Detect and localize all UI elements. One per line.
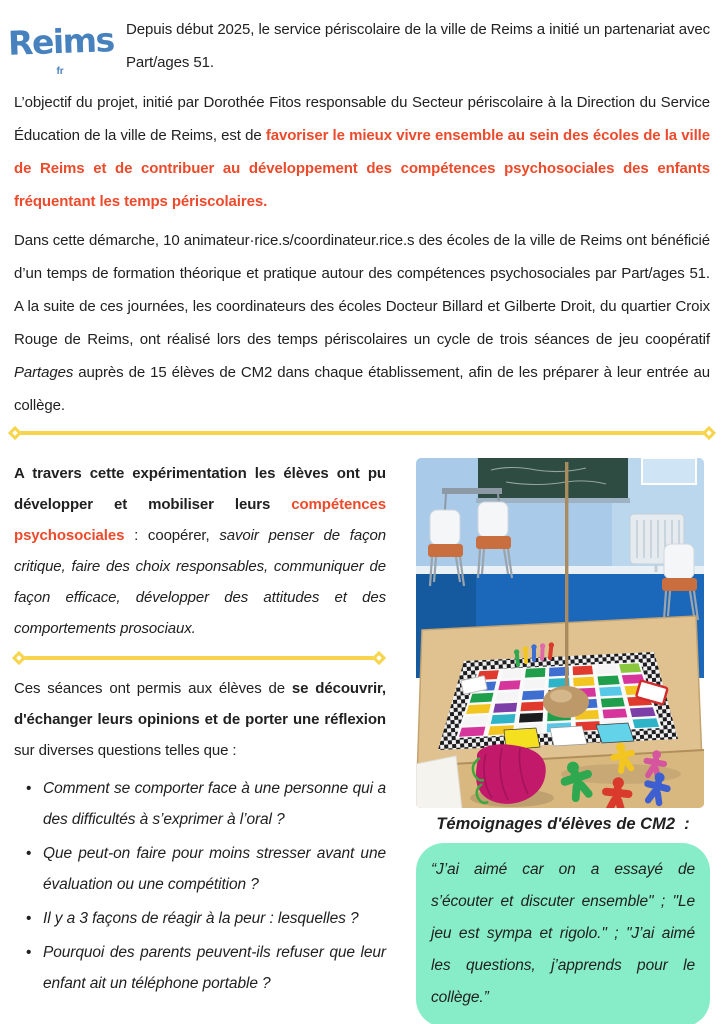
diamond-icon — [372, 651, 386, 665]
question-item: • Il y a 3 façons de réagir à la peur : lesquelles ? — [26, 903, 386, 934]
objective-lead: L’objectif du projet, initié par Dorothée Fitos responsable du Secteur périscolaire à la Direction du Service Éducation de la ville de Reims, est de — [14, 94, 710, 144]
context-paragraph — [14, 224, 710, 422]
testimonials-caption: Témoignages d'élèves de CM2 : — [436, 815, 690, 833]
reims-logo-text: Reims — [7, 20, 115, 63]
diamond-icon — [12, 651, 26, 665]
questions-list — [14, 773, 386, 999]
reims-logo — [7, 10, 115, 79]
question-item: • Comment se comporter face à une personne qui a des difficultés à s’exprimer à l’oral ? — [26, 773, 386, 835]
testimonials-quote-box — [416, 843, 710, 1024]
experiment-paragraph — [14, 458, 386, 644]
sessions-paragraph — [14, 673, 386, 766]
section-divider-left — [14, 653, 384, 663]
header — [8, 10, 710, 79]
question-item: • Pourquoi des parents peuvent-ils refuser que leur enfant ait un téléphone portable ? — [26, 937, 386, 999]
diamond-icon — [702, 426, 716, 440]
experiment-lead: A travers cette expérimentation les élèves ont pu développer et mobiliser leurs — [14, 465, 386, 513]
experiment-highlight: compétences psychosociales — [14, 496, 386, 544]
diamond-icon — [8, 426, 22, 440]
left-column — [14, 458, 386, 1024]
section-divider-top — [10, 428, 714, 438]
context-part2: auprès de 15 élèves de CM2 dans chaque établissement, afin de les préparer à leur entrée au collège. — [14, 364, 710, 414]
question-item: • Que peut-on faire pour moins stresser avant une évaluation ou une compétition ? — [26, 838, 386, 900]
two-column-section — [14, 458, 710, 1024]
testimonials-quote: “J’ai aimé car on a essayé de s’écouter et discuter ensemble" ; "Le jeu est sympa et rigolo." ; "J’ai aimé les questions, j’apprends pour le collège.” — [431, 861, 695, 1006]
intro-paragraph: Depuis début 2025, le service périscolaire de la ville de Reims a initié un partenariat avec Part/ages 51. — [126, 21, 710, 71]
right-column — [416, 458, 710, 1024]
divider-line — [22, 656, 376, 660]
experiment-mid: : coopérer, — [124, 527, 220, 544]
game-name: Partages — [14, 364, 74, 381]
objective-highlight: favoriser le mieux vivre ensemble au sein des écoles de la ville de Reims et de contribuer au développement des compétences psychosociales des enfants fréquentant les temps périscolaires. — [14, 127, 710, 210]
divider-line — [18, 431, 706, 435]
objective-paragraph — [14, 86, 710, 218]
experiment-tail: savoir penser de façon critique, faire des choix responsables, communiquer de façon efficace, développer des attitudes et des comportements prosociaux. — [14, 527, 386, 637]
reims-logo-fr: fr — [56, 66, 64, 77]
context-part1: Dans cette démarche, 10 animateur·rice.s/coordinateur.rice.s des écoles de la ville de Reims ont bénéficié d’un temps de formation théorique et pratique autour des compétences psychosociales par Part/ages 51. A la suite de ces journées, les coordinateurs des écoles Docteur Billard et Gilberte Droit, du quartier Croix Rouge de Reims, ont réalisé lors des temps périscolaires un cycle de trois séances de jeu coopératif — [14, 232, 710, 348]
sessions-bold: se découvrir, d'échanger leurs opinions et de porter une réflexion — [14, 680, 387, 728]
classroom-photo — [416, 458, 704, 808]
sessions-tail: sur diverses questions telles que : — [14, 742, 237, 759]
sessions-lead: Ces séances ont permis aux élèves de — [14, 680, 292, 697]
